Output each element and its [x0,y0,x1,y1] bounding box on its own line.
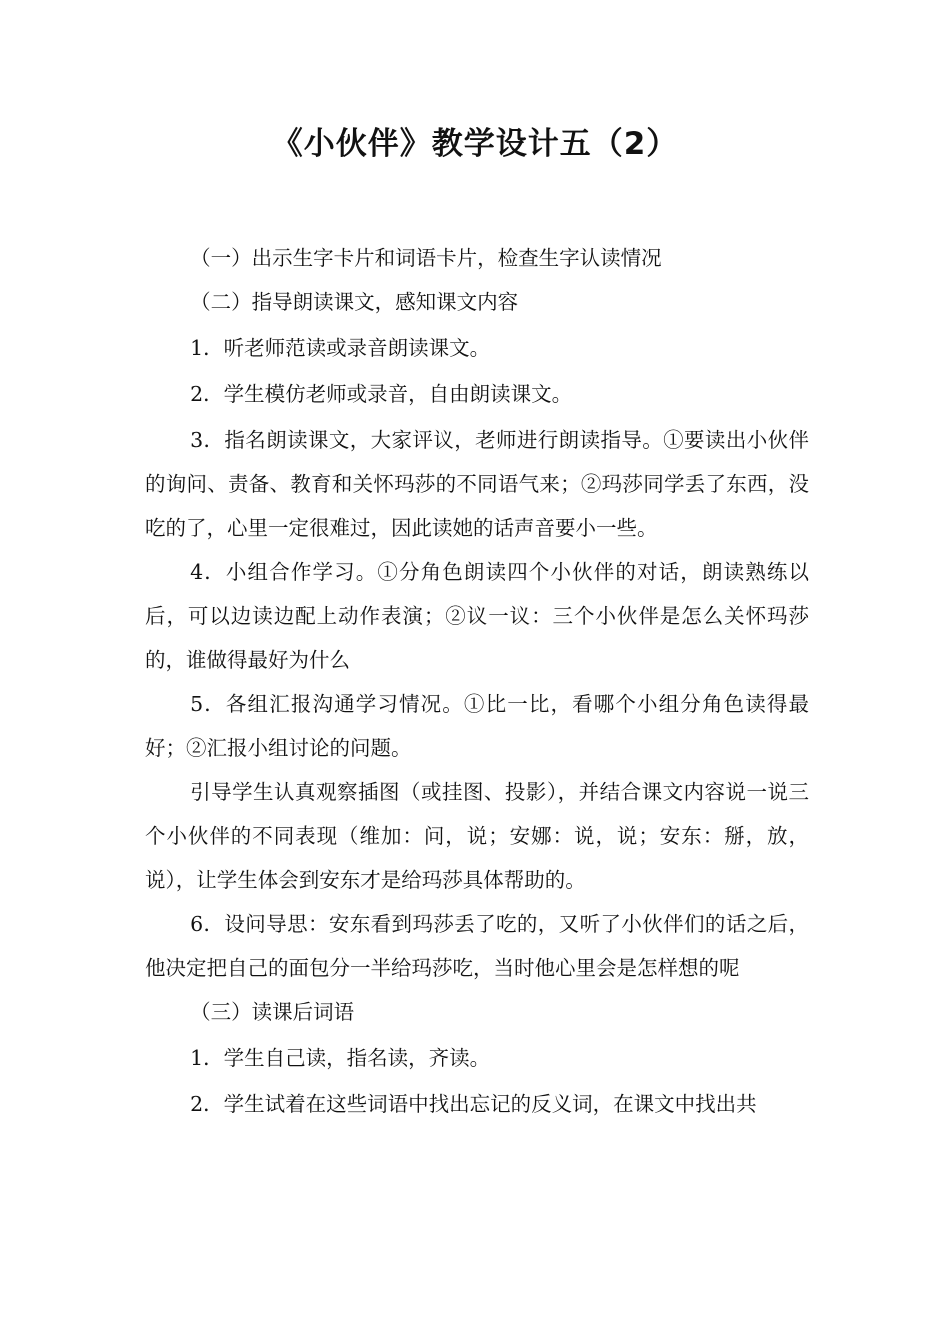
paragraph-5: 3．指名朗读课文，大家评议，老师进行朗读指导。①要读出小伙伴的询问、责备、教育和关怀玛莎的不同语气来；②玛莎同学丢了东西，没吃的了，心里一定很难过，因此读她的话声音要小一些。 [145,428,809,540]
paragraph-8: 引导学生认真观察插图（或挂图、投影），并结合课文内容说一说三个小伙伴的不同表现（维加：问，说；安娜：说，说；安东：掰，放，说），让学生体会到安东才是给玛莎具体帮助的。 [145,780,809,892]
paragraph-6: 4．小组合作学习。①分角色朗读四个小伙伴的对话，朗读熟练以后，可以边读边配上动作表演；②议一议：三个小伙伴是怎么关怀玛莎的，谁做得最好为什么 [145,560,809,672]
paragraph-9: 6．设问导思：安东看到玛莎丢了吃的，又听了小伙伴们的话之后，他决定把自己的面包分一半给玛莎吃，当时他心里会是怎样想的呢 [145,912,809,980]
paragraph-1: （一）出示生字卡片和词语卡片，检查生字认读情况 [190,246,662,270]
paragraph-12: 2．学生试着在这些词语中找出忘记的反义词，在课文中找出共 [190,1092,757,1116]
paragraph-10: （三）读课后词语 [190,1000,355,1024]
paragraph-3: 1．听老师范读或录音朗读课文。 [190,336,491,360]
paragraph-4: 2．学生模仿老师或录音，自由朗读课文。 [190,382,573,406]
page-title: 《小伙伴》教学设计五（2） [271,126,679,162]
paragraph-7: 5．各组汇报沟通学习情况。①比一比，看哪个小组分角色读得最好；②汇报小组讨论的问题。 [145,692,809,760]
document-body [145,236,809,1126]
paragraph-11: 1．学生自己读，指名读，齐读。 [190,1046,491,1070]
paragraph-2: （二）指导朗读课文，感知课文内容 [190,290,519,314]
